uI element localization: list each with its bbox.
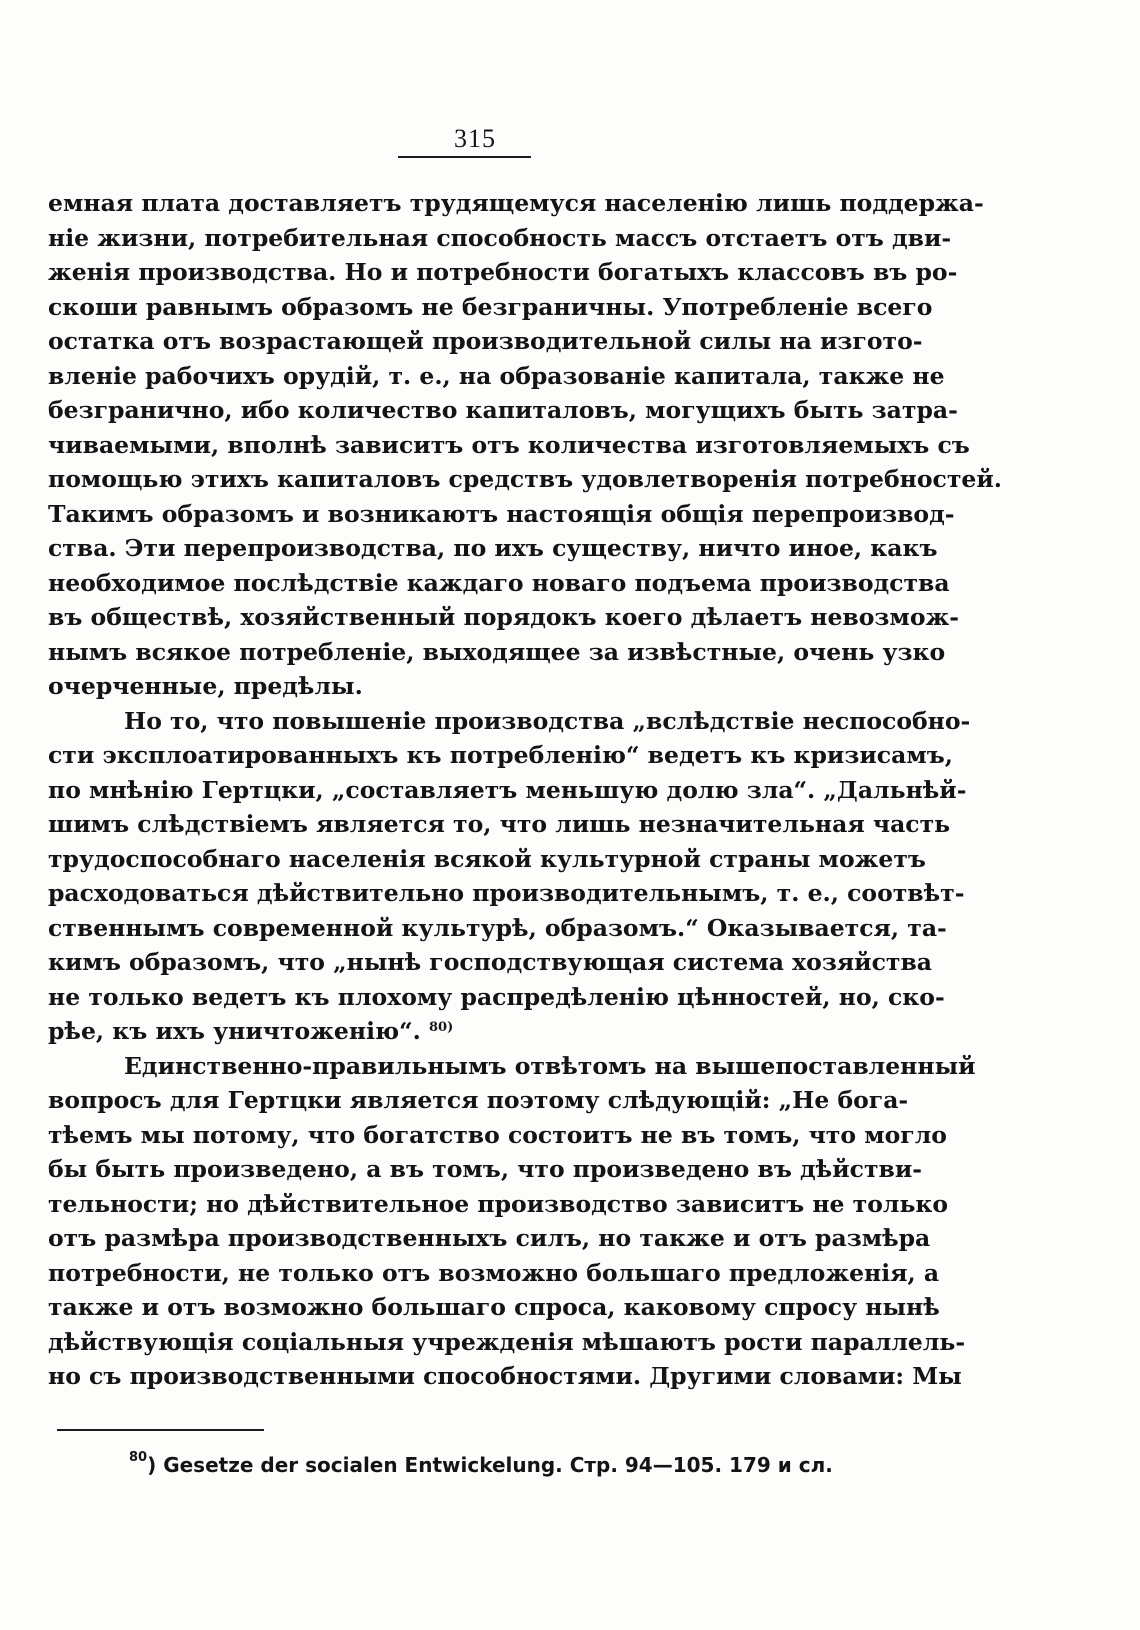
text-line: помощью этихъ капиталовъ средствъ удовлетворенія потребностей. <box>48 465 1002 493</box>
text-line: тельности; но дѣйствительное производство зависитъ не только <box>48 1189 949 1218</box>
text-line: женія производства. Но и потребности богатыхъ классовъ въ ро- <box>48 258 958 286</box>
text-line: рѣе, къ ихъ уничтоженію“. <box>48 1017 421 1045</box>
text-line: тѣемъ мы потому, что богатство состоитъ не въ томъ, что могло <box>48 1120 947 1149</box>
text-line-with-footnote <box>48 1014 884 1049</box>
text-line: бы быть произведено, а въ томъ, что произведено въ дѣйстви- <box>48 1155 923 1183</box>
text-line: кимъ образомъ, что „нынѣ господствующая система хозяйства <box>48 948 933 976</box>
text-line: безгранично, ибо количество капиталовъ, могущихъ быть затра- <box>48 396 958 424</box>
text-line: нымъ всякое потребленіе, выходящее за извѣстные, очень узко <box>48 637 946 666</box>
text-line: ственнымъ современной культурѣ, образомъ.“ Оказывается, та- <box>48 913 947 942</box>
text-line: въ обществѣ, хозяйственный порядокъ коего дѣлаетъ невозмож- <box>48 603 960 631</box>
text-line: шимъ слѣдствіемъ является то, что лишь незначительная часть <box>48 810 951 838</box>
text-line: не только ведетъ къ плохому распредѣленію цѣнностей, но, ско- <box>48 982 945 1011</box>
text-line: Но то, что повышеніе производства „вслѣдствіе неспособно- <box>124 706 971 735</box>
text-line: скоши равнымъ образомъ не безграничны. Употребленіе всего <box>48 292 933 321</box>
footnote-text: Gesetze der socialen Entwickelung. Стр. 94—105. 179 и сл. <box>163 1453 833 1477</box>
text-line: Единственно-правильнымъ отвѣтомъ на вышепоставленный <box>124 1051 976 1080</box>
text-line: отъ размѣра производственныхъ силъ, но также и отъ размѣра <box>48 1224 931 1252</box>
footnote: $^{80}$) Gesetze der socialen Entwickelung. Стр. 94—105. 179 и сл. <box>129 1450 833 1477</box>
text-line: необходимое послѣдствіе каждаго новаго подъема производства <box>48 568 950 597</box>
text-line: емная плата доставляетъ трудящемуся населенію лишь поддержа- <box>48 189 984 217</box>
text-line: но съ производственными способностями. Другими словами: Мы <box>48 1362 962 1390</box>
page-number: 315 <box>454 124 496 153</box>
footnote-marker: 80 <box>129 1450 148 1465</box>
footnote-rule <box>57 1429 264 1431</box>
text-line: остатка отъ возрастающей производительной силы на изгото- <box>48 327 923 355</box>
text-line: потребности, не только отъ возможно большаго предложенія, а <box>48 1258 940 1287</box>
text-line: ства. Эти перепроизводства, по ихъ существу, ничто иное, какъ <box>48 534 938 562</box>
text-line: расходоваться дѣйствительно производительнымъ, т. е., соотвѣт- <box>48 879 965 907</box>
text-line: Такимъ образомъ и возникаютъ настоящія общія перепроизвод- <box>48 499 955 528</box>
page-number-rule <box>398 156 531 158</box>
text-line: трудоспособнаго населенія всякой культурной страны можетъ <box>48 844 926 873</box>
text-line: также и отъ возможно большаго спроса, каковому спросу нынѣ <box>48 1293 940 1321</box>
text-line: по мнѣнію Гертцки, „составляетъ меньшую долю зла“. „Дальнѣй- <box>48 775 967 804</box>
text-line: сти эксплоатированныхъ къ потребленію“ ведетъ къ кризисамъ, <box>48 741 953 769</box>
text-line: ніе жизни, потребительная способность массъ отстаетъ отъ дви- <box>48 223 952 252</box>
text-line: вленіе рабочихъ орудій, т. е., на образованіе капитала, также не <box>48 361 945 390</box>
text-line: очерченные, предѣлы. <box>48 672 363 700</box>
body-text <box>48 186 1002 1394</box>
footnote-reference: 80) <box>429 1020 454 1035</box>
text-line: чиваемыми, вполнѣ зависитъ отъ количества изготовляемыхъ съ <box>48 430 970 459</box>
text-line: вопросъ для Гертцки является поэтому слѣдующій: „Не бога- <box>48 1086 909 1114</box>
text-line: дѣйствующія соціальныя учрежденія мѣшаютъ рости параллель- <box>48 1327 966 1356</box>
